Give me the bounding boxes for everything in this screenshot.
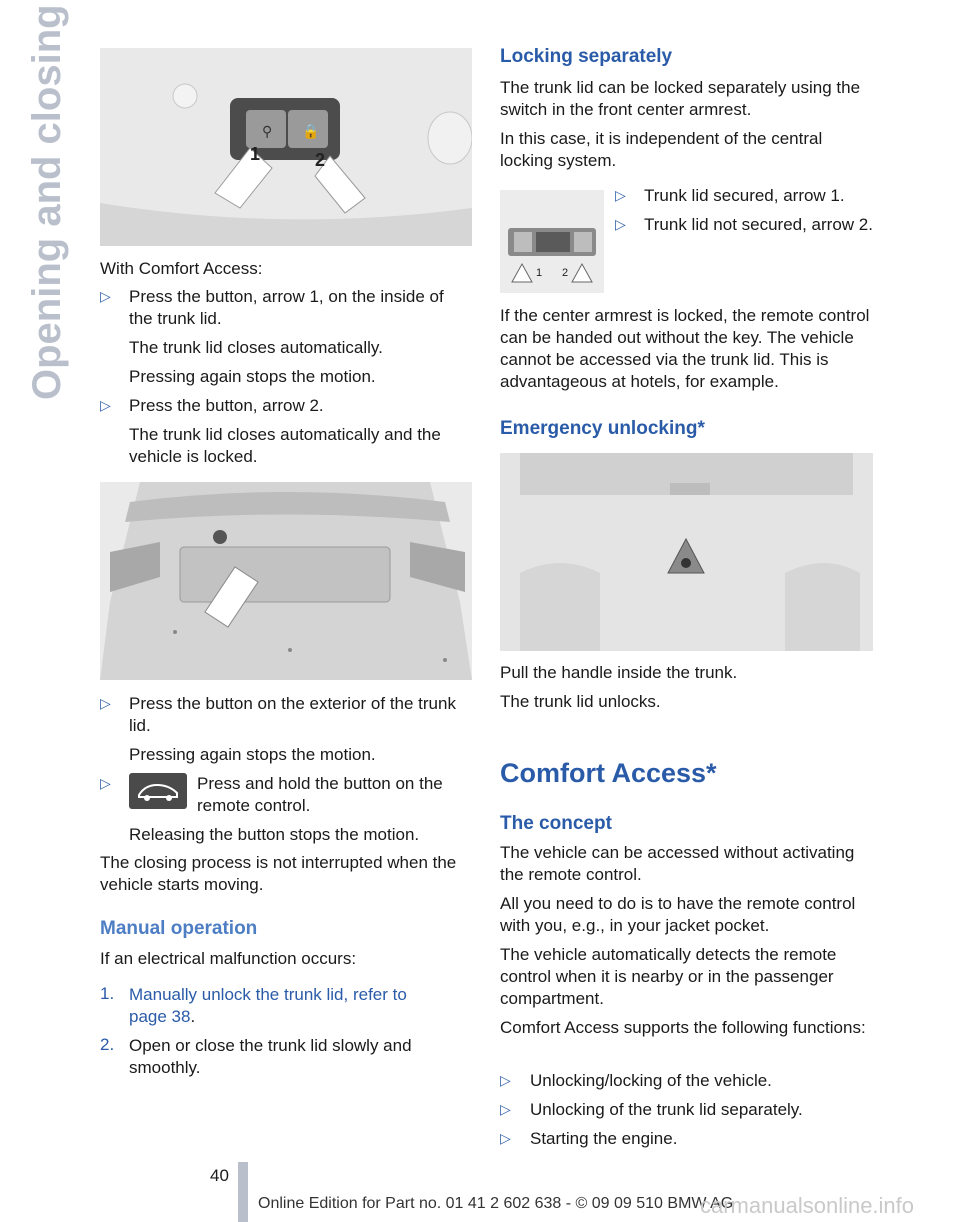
functions-list — [500, 1070, 873, 1150]
armrest-switch-illustration — [500, 190, 604, 293]
step-number: 2. — [100, 1035, 115, 1054]
watermark: carmanualsonline.info — [700, 1193, 915, 1218]
list-item-sub: The trunk lid closes automatically and the vehicle is locked. — [129, 425, 441, 466]
bullet-triangle-icon: ▷ — [100, 775, 111, 791]
closing-not-interrupted-text: The closing process is not interrupted when the vehicle starts moving. — [100, 853, 457, 894]
trunk-unlocks-text: The trunk lid unlocks. — [500, 692, 661, 711]
bullet-triangle-icon: ▷ — [615, 187, 626, 203]
comfort-access-heading: Comfort Access* — [500, 758, 717, 788]
page-38-link[interactable]: page 38 — [129, 1007, 191, 1026]
list-item-sub: Pressing again stops the motion. — [129, 745, 376, 764]
trunk-exterior-figure — [100, 482, 472, 680]
the-concept-heading: The concept — [500, 813, 612, 834]
concept-text-4: Comfort Access supports the following functions: — [500, 1018, 866, 1037]
list-item-sub: Releasing the button stops the motion. — [129, 825, 420, 844]
step-text: Manually unlock the trunk lid, refer to — [129, 985, 407, 1004]
list-item: Press the button on the exterior of the trunk lid. — [129, 694, 456, 735]
trunk-inside-buttons-illustration — [100, 48, 472, 246]
inside-button-list — [100, 286, 472, 468]
emergency-handle-illustration — [500, 453, 873, 651]
edition-footer: Online Edition for Part no. 01 41 2 602 638 - © 09 09 510 BMW AG — [258, 1195, 734, 1212]
list-item: Press the button, arrow 2. — [129, 396, 324, 415]
manual-intro-text: If an electrical malfunction occurs: — [100, 949, 357, 968]
svg-text:⚲: ⚲ — [262, 123, 273, 139]
list-item: Unlocking/locking of the vehicle. — [530, 1071, 772, 1090]
page-number: 40 — [210, 1166, 229, 1185]
concept-text-3: The vehicle automatically detects the remote control when it is nearby or in the passenger compartment. — [500, 945, 837, 1008]
locking-separately-text: The trunk lid can be locked separately using the switch in the front center armrest. — [500, 78, 861, 119]
trunk-exterior-illustration — [100, 482, 472, 680]
arrow-2-label: 2 — [315, 150, 326, 170]
central-locking-text: In this case, it is independent of the central locking system. — [500, 129, 823, 170]
comfort-access-caption: With Comfort Access: — [100, 259, 263, 278]
bullet-triangle-icon: ▷ — [100, 397, 111, 413]
list-item-sub: Pressing again stops the motion. — [129, 367, 376, 386]
step-number: 1. — [100, 984, 115, 1003]
list-item: Press the button, arrow 1, on the inside of the trunk lid. — [129, 287, 444, 328]
svg-text:🔒: 🔒 — [302, 123, 320, 139]
armrest-switch-figure — [500, 190, 604, 293]
bullet-triangle-icon: ▷ — [100, 288, 111, 304]
bullet-triangle-icon: ▷ — [500, 1130, 511, 1146]
locking-separately-heading: Locking separately — [500, 46, 673, 67]
step-text: Open or close the trunk lid slowly and smoothly. — [129, 1036, 412, 1077]
exterior-button-list — [100, 693, 472, 846]
pull-handle-text: Pull the handle inside the trunk. — [500, 663, 738, 682]
remote-trunk-button-icon — [129, 773, 187, 809]
switch-state-list — [615, 185, 873, 236]
list-item: Trunk lid not secured, arrow 2. — [644, 215, 873, 234]
bullet-triangle-icon: ▷ — [615, 216, 626, 232]
concept-text-1: The vehicle can be accessed without activating the remote control. — [500, 843, 855, 884]
side-title: Opening and closing — [25, 4, 69, 400]
switch-arrow-2-label: 2 — [562, 267, 569, 279]
emergency-handle-figure — [500, 453, 873, 651]
footer-bar — [238, 1162, 248, 1222]
bullet-triangle-icon: ▷ — [500, 1101, 511, 1117]
bullet-triangle-icon: ▷ — [500, 1072, 511, 1088]
list-item: Starting the engine. — [530, 1129, 678, 1148]
switch-arrow-1-label: 1 — [536, 267, 543, 279]
list-item: Press and hold the button on the remote control. — [197, 774, 443, 815]
concept-text-2: All you need to do is to have the remote control with you, e.g., in your jacket pocket. — [500, 894, 856, 935]
list-item: Unlocking of the trunk lid separately. — [530, 1100, 803, 1119]
emergency-unlocking-heading: Emergency unlocking* — [500, 418, 705, 439]
bullet-triangle-icon: ▷ — [100, 695, 111, 711]
list-item: Trunk lid secured, arrow 1. — [644, 186, 845, 205]
armrest-locked-text: If the center armrest is locked, the remote control can be handed out without the key. The vehicle cannot be accessed via the trunk lid. This is advantageous at hotels, for example. — [500, 306, 870, 391]
step-period: . — [190, 1007, 196, 1026]
manual-steps-list — [100, 984, 472, 1079]
manual-operation-heading: Manual operation — [100, 918, 258, 939]
trunk-inside-buttons-figure — [100, 48, 472, 246]
list-item-sub: The trunk lid closes automatically. — [129, 338, 383, 357]
arrow-1-label: 1 — [250, 144, 261, 164]
